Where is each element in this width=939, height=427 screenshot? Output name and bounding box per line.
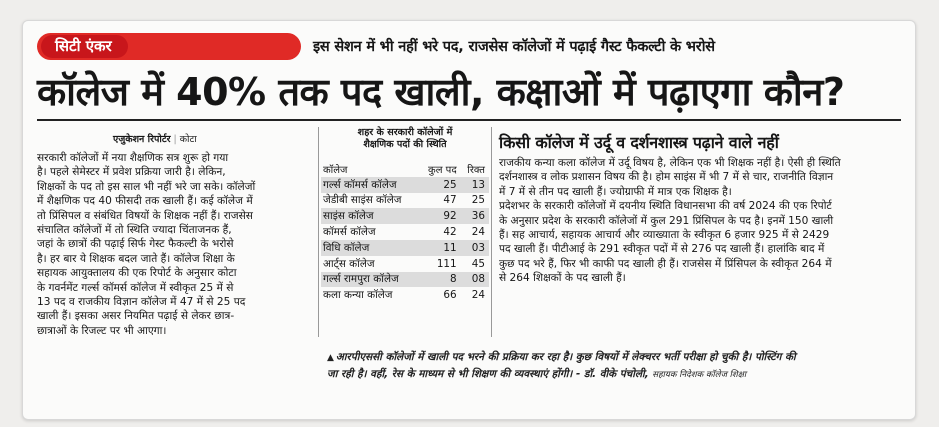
college-cell: जेडीबी साइंस कॉलेज: [323, 194, 402, 207]
column-header-college: कॉलेज: [323, 164, 348, 176]
table-row: [321, 193, 489, 209]
article-line: हैं। सह आचार्य, सहायक आचार्य और व्याख्याता के स्वीकृत 6 हजार 925 में से 2429: [499, 229, 830, 242]
article-line: में 7 में से तीन पद खाली हैं। ज्योग्राफी में मात्र एक शिक्षक है।: [499, 185, 732, 198]
table-row: [321, 256, 489, 272]
byline-separator: |: [173, 134, 177, 145]
article-line: 13 पद व राजकीय विज्ञान कॉलेज में 47 में से 25 पद: [37, 296, 246, 309]
quote-text: जा रही है। वहीं, रेस के माध्यम से भी शिक्षण की व्यवस्थाएं होंगी।: [327, 368, 573, 380]
kicker-headline: इस सेशन में भी नहीं भरे पद, राजसेस कॉलेजों में पढ़ाई गैस्ट फैकल्टी के भरोसे: [313, 39, 715, 55]
article-line: कुछ पद भरे हैं, फिर भी काफी पद खाली ही हैं। राजसेस में प्रिंसिपल के स्वीकृत 264 में: [499, 257, 832, 270]
vacancy-table: [321, 161, 489, 303]
table-header-row: [321, 161, 489, 177]
quote-text: आरपीएससी कॉलेजों में खाली पद भरने की प्रक्रिया कर रहा है। कुछ विषयों में लेक्चरर भर्ती परीक्षा हो चुकी है। पोस्टिंग की: [335, 351, 796, 363]
table-row: [321, 208, 489, 224]
article-line: संचालित कॉलेजों में तो स्थिति ज्यादा चिंताजनक हैं,: [37, 224, 232, 237]
article-line: राजकीय कन्या कला कॉलेज में उर्दू विषय है, लेकिन एक भी शिक्षक नहीं है। ऐसी ही स्थिति: [499, 157, 841, 169]
total-cell: 47: [443, 194, 457, 207]
table-title-line: शैक्षणिक पदों की स्थिति: [363, 139, 447, 150]
sub-headline: किसी कॉलेज में उर्दू व दर्शनशास्त्र पढ़ाने वाले नहीं: [499, 133, 779, 152]
article-line: शिक्षकों के पद तो इस साल भी नहीं भरे जा सके। कॉलेजों: [37, 180, 256, 193]
college-cell: कॉमर्स कॉलेज: [323, 226, 376, 239]
newspaper-clipping: [22, 20, 916, 420]
article-line: जहां के छात्रों की पढ़ाई सिर्फ गेस्ट फैकल्टी के भरोसे: [37, 238, 234, 251]
section-tag: सिटी एंकर: [41, 35, 128, 58]
table-title: [325, 127, 485, 151]
college-cell: गर्ल्स कॉमर्स कॉलेज: [321, 177, 419, 193]
table-row: [321, 224, 489, 240]
article-line: पद खाली हैं। पीटीआई के 291 स्वीकृत पदों में से 276 पद खाली हैं। हालांकि बाद में: [499, 243, 825, 256]
article-line: खाली हैं। इसका असर नियमित पढ़ाई से लेकर छात्र-: [37, 310, 235, 323]
article-line: सरकारी कॉलेजों में नया शैक्षणिक सत्र शुरू हो गया: [37, 152, 229, 164]
article-line: दर्शनशास्त्र व लोक प्रशासन विषय की है। होम साइंस में भी 7 में से चार, राजनीति विज्ञान: [499, 171, 834, 184]
table-row: [321, 240, 489, 256]
article-line: है। पहले सेमेस्टर में प्रवेश प्रक्रिया जारी है। लेकिन,: [37, 166, 226, 179]
headline-rule: [37, 119, 901, 121]
vacant-cell: 13: [461, 177, 489, 193]
table-title-line: शहर के सरकारी कॉलेजों में: [357, 127, 453, 138]
column-header-vacant: रिक्त: [467, 164, 485, 176]
college-cell: साइंस कॉलेज: [321, 208, 419, 224]
total-cell: 111: [436, 257, 457, 270]
total-cell: 8: [419, 272, 460, 288]
vacant-cell: 45: [471, 257, 485, 270]
right-article-column: [499, 156, 899, 286]
article-line: तो प्रिंसिपल व संबंधित विषयों के शिक्षक नहीं हैं। राजसेस: [37, 209, 253, 222]
vacant-cell: 03: [461, 240, 489, 256]
reporter-name: एजुकेशन रिपोर्टर: [113, 134, 171, 145]
quote-line: [327, 366, 895, 383]
quote-author: - डॉ. वीके पंचोली,: [575, 368, 649, 380]
article-line: है। हर बार ये शिक्षक बदल जाते हैं। कॉलेज शिक्षा के: [37, 252, 235, 265]
college-cell: विधि कॉलेज: [321, 240, 419, 256]
quote-designation: सहायक निदेशक कॉलेज शिक्षा: [652, 370, 747, 380]
table-row: [321, 272, 489, 288]
quote-line: [327, 349, 895, 366]
article-line: सहायक आयुक्तालय की एक रिपोर्ट के अनुसार कोटा: [37, 267, 237, 280]
byline: [113, 132, 197, 145]
column-header-total: कुल पद: [428, 164, 457, 176]
article-line: में शैक्षणिक पद 40 फीसदी तक खाली हैं। कई कॉलेज में: [37, 195, 253, 208]
table-row: [321, 287, 489, 303]
table-row: [321, 177, 489, 193]
vacant-cell: 08: [461, 272, 489, 288]
dateline-city: कोटा: [179, 134, 197, 145]
total-cell: 42: [443, 226, 457, 239]
article-line: प्रदेशभर के सरकारी कॉलेजों में दयनीय स्थिति विधानसभा की वर्ष 2024 की एक रिपोर्ट: [499, 200, 832, 213]
vacant-cell: 36: [461, 208, 489, 224]
college-cell: गर्ल्स रामपुरा कॉलेज: [321, 272, 419, 288]
total-cell: 25: [419, 177, 460, 193]
article-line: छात्राओं के रिजल्ट पर भी आएगा।: [37, 324, 167, 337]
column-divider-right: [491, 127, 492, 337]
column-divider-left: [318, 127, 319, 337]
college-cell: कला कन्या कॉलेज: [323, 289, 393, 302]
article-line: से 264 शिक्षकों के पद खाली हैं।: [499, 272, 626, 285]
total-cell: 66: [443, 289, 457, 302]
official-quote: [327, 349, 895, 383]
article-line: के अनुसार प्रदेश के सरकारी कॉलेजों में कुल 291 प्रिंसिपल के पद है। इनमें 150 खाली: [499, 214, 834, 227]
college-cell: आर्ट्स कॉलेज: [323, 257, 375, 270]
article-line: के गवर्नमेंट गर्ल्स कॉमर्स कॉलेज में स्वीकृत 25 में से: [37, 281, 234, 294]
section-tag-bar: [37, 33, 301, 60]
main-headline: कॉलेज में 40% तक पद खाली, कक्षाओं में पढ़ाएगा कौन?: [37, 70, 845, 114]
total-cell: 92: [419, 208, 460, 224]
vacant-cell: 24: [471, 226, 485, 239]
triangle-bullet-icon: ▲: [327, 353, 334, 363]
vacant-cell: 25: [471, 194, 485, 207]
left-article-column: [37, 151, 320, 338]
vacant-cell: 24: [471, 289, 485, 302]
total-cell: 11: [419, 240, 460, 256]
